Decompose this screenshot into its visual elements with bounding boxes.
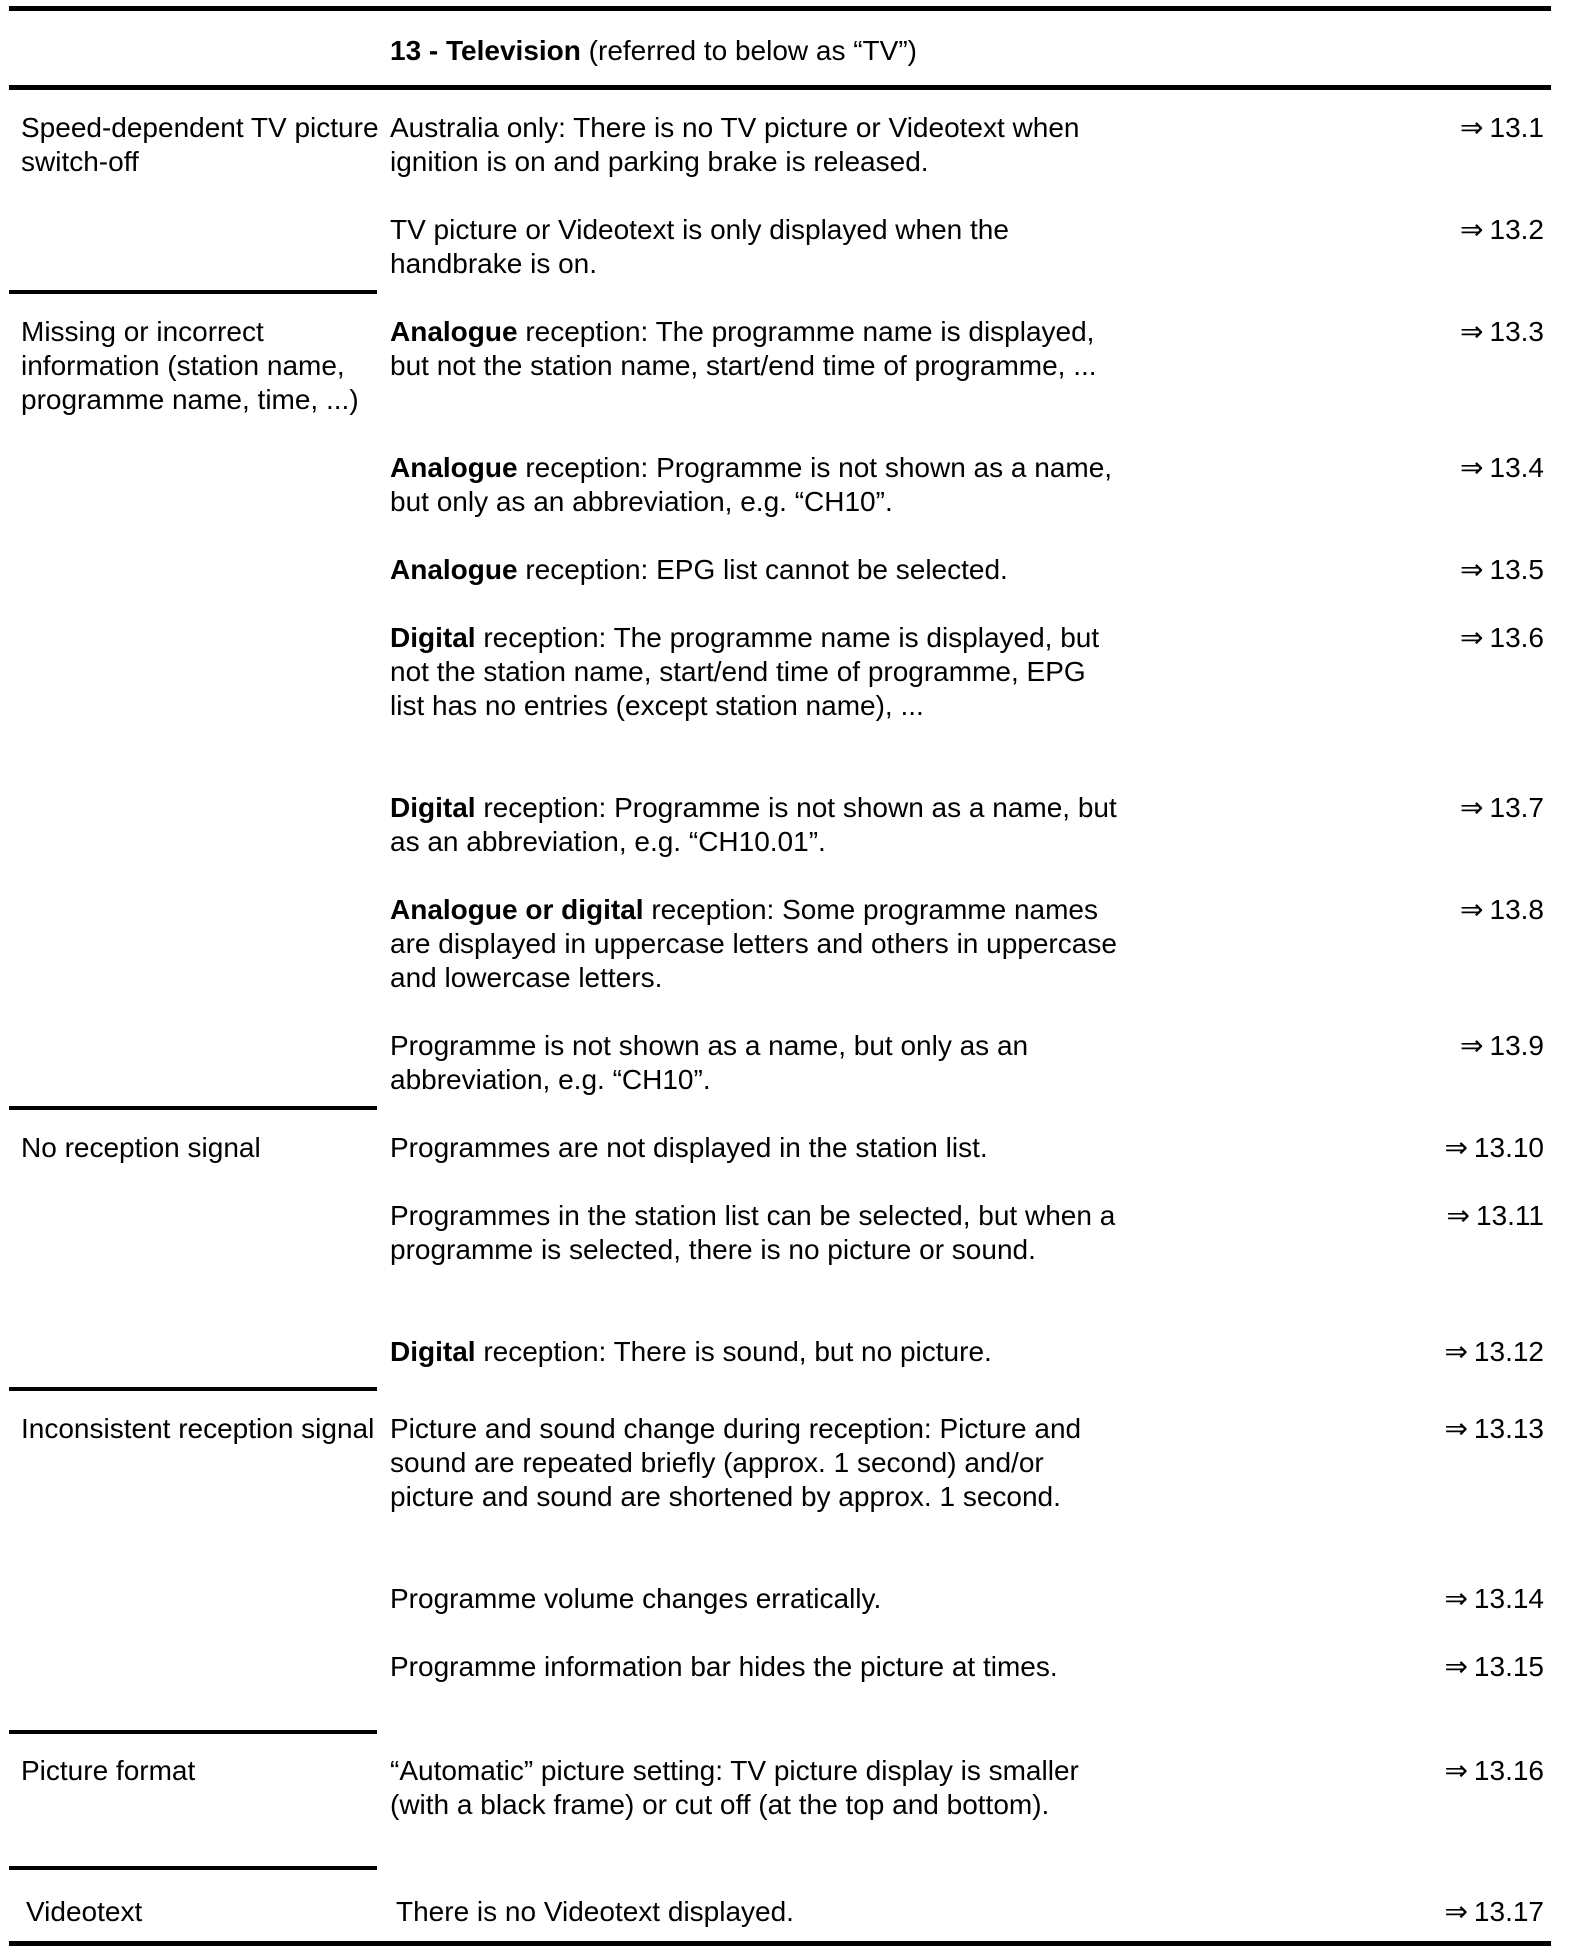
cross-reference: ⇒ 13.14 bbox=[1444, 1583, 1544, 1614]
arrow-icon: ⇒ bbox=[1444, 1651, 1468, 1682]
issue-description: Digital reception: There is sound, but no picture. bbox=[390, 1336, 992, 1367]
arrow-icon: ⇒ bbox=[1444, 1583, 1468, 1614]
issue-description: Programme information bar hides the picture at times. bbox=[390, 1651, 1058, 1682]
category-label: Videotext bbox=[26, 1896, 143, 1927]
issue-description: Programme is not shown as a name, but only as an abbreviation, e.g. “CH10”. bbox=[390, 1030, 1029, 1095]
cross-reference: ⇒ 13.15 bbox=[1444, 1651, 1544, 1682]
category-label: Picture format bbox=[21, 1755, 196, 1786]
arrow-icon: ⇒ bbox=[1460, 452, 1484, 483]
category-label: Missing or incorrect information (station name, programme name, time, ...) bbox=[21, 316, 359, 415]
arrow-icon: ⇒ bbox=[1460, 622, 1484, 653]
cross-reference: ⇒ 13.12 bbox=[1444, 1336, 1544, 1367]
cross-reference: ⇒ 13.9 bbox=[1460, 1030, 1544, 1061]
cross-reference: ⇒ 13.13 bbox=[1444, 1413, 1544, 1444]
arrow-icon: ⇒ bbox=[1444, 1132, 1468, 1163]
top-rule bbox=[9, 6, 1551, 11]
issue-description: Analogue reception: The programme name is displayed, but not the station name, start/end time of programme, ... bbox=[390, 316, 1097, 381]
cross-reference: ⇒ 13.6 bbox=[1460, 622, 1544, 653]
arrow-icon: ⇒ bbox=[1460, 792, 1484, 823]
cross-reference: ⇒ 13.2 bbox=[1460, 214, 1544, 245]
category-label: Speed-dependent TV picture switch-off bbox=[21, 112, 379, 177]
cross-reference: ⇒ 13.4 bbox=[1460, 452, 1544, 483]
section-divider bbox=[9, 1387, 377, 1391]
cross-reference: ⇒ 13.5 bbox=[1460, 554, 1544, 585]
issue-description: There is no Videotext displayed. bbox=[396, 1896, 794, 1927]
cross-reference: ⇒ 13.16 bbox=[1444, 1755, 1544, 1786]
section-divider bbox=[9, 1106, 377, 1110]
arrow-icon: ⇒ bbox=[1460, 112, 1484, 143]
section-divider bbox=[9, 1730, 377, 1734]
arrow-icon: ⇒ bbox=[1460, 554, 1484, 585]
arrow-icon: ⇒ bbox=[1444, 1413, 1468, 1444]
cross-reference: ⇒ 13.17 bbox=[1444, 1896, 1544, 1927]
cross-reference: ⇒ 13.11 bbox=[1446, 1200, 1544, 1231]
section-divider bbox=[9, 290, 377, 294]
arrow-icon: ⇒ bbox=[1460, 214, 1484, 245]
issue-description: Analogue reception: Programme is not shown as a name, but only as an abbreviation, e.g. “CH10”. bbox=[390, 452, 1113, 517]
page-title bbox=[390, 34, 917, 68]
issue-description: Analogue reception: EPG list cannot be selected. bbox=[390, 554, 1008, 585]
title-suffix: (referred to below as “TV”) bbox=[588, 35, 917, 66]
arrow-icon: ⇒ bbox=[1460, 894, 1484, 925]
header-rule bbox=[9, 85, 1551, 90]
cross-reference: ⇒ 13.10 bbox=[1444, 1132, 1544, 1163]
issue-description: Australia only: There is no TV picture or Videotext when ignition is on and parking brake is released. bbox=[390, 112, 1080, 177]
cross-reference: ⇒ 13.3 bbox=[1460, 316, 1544, 347]
arrow-icon: ⇒ bbox=[1444, 1896, 1468, 1927]
arrow-icon: ⇒ bbox=[1446, 1200, 1470, 1231]
arrow-icon: ⇒ bbox=[1444, 1755, 1468, 1786]
title-number: 13 - Television bbox=[390, 35, 581, 66]
arrow-icon: ⇒ bbox=[1444, 1336, 1468, 1367]
category-label: No reception signal bbox=[21, 1132, 261, 1163]
issue-description: Programmes are not displayed in the station list. bbox=[390, 1132, 988, 1163]
cross-reference: ⇒ 13.7 bbox=[1460, 792, 1544, 823]
arrow-icon: ⇒ bbox=[1460, 316, 1484, 347]
category-label: Inconsistent reception signal bbox=[21, 1413, 375, 1444]
bottom-rule bbox=[9, 1941, 1551, 1946]
cross-reference: ⇒ 13.8 bbox=[1460, 894, 1544, 925]
issue-description: Picture and sound change during reception: Picture and sound are repeated briefly (approx. 1 second) and/or picture and sound are shortened by approx. 1 second. bbox=[390, 1413, 1082, 1512]
issue-description: Digital reception: Programme is not shown as a name, but as an abbreviation, e.g. “CH10.01”. bbox=[390, 792, 1117, 857]
issue-description: “Automatic” picture setting: TV picture display is smaller (with a black frame) or cut off (at the top and bottom). bbox=[390, 1755, 1079, 1820]
issue-description: Programmes in the station list can be selected, but when a programme is selected, there is no picture or sound. bbox=[390, 1200, 1116, 1265]
issue-description: Analogue or digital reception: Some programme names are displayed in uppercase letters and others in uppercase and lowercase letters. bbox=[390, 894, 1117, 993]
issue-description: TV picture or Videotext is only displayed when the handbrake is on. bbox=[390, 214, 1009, 279]
section-divider bbox=[9, 1866, 377, 1870]
cross-reference: ⇒ 13.1 bbox=[1460, 112, 1544, 143]
issue-description: Programme volume changes erratically. bbox=[390, 1583, 882, 1614]
issue-description: Digital reception: The programme name is displayed, but not the station name, start/end time of programme, EPG list has no entries (except station name), ... bbox=[390, 622, 1100, 721]
arrow-icon: ⇒ bbox=[1460, 1030, 1484, 1061]
